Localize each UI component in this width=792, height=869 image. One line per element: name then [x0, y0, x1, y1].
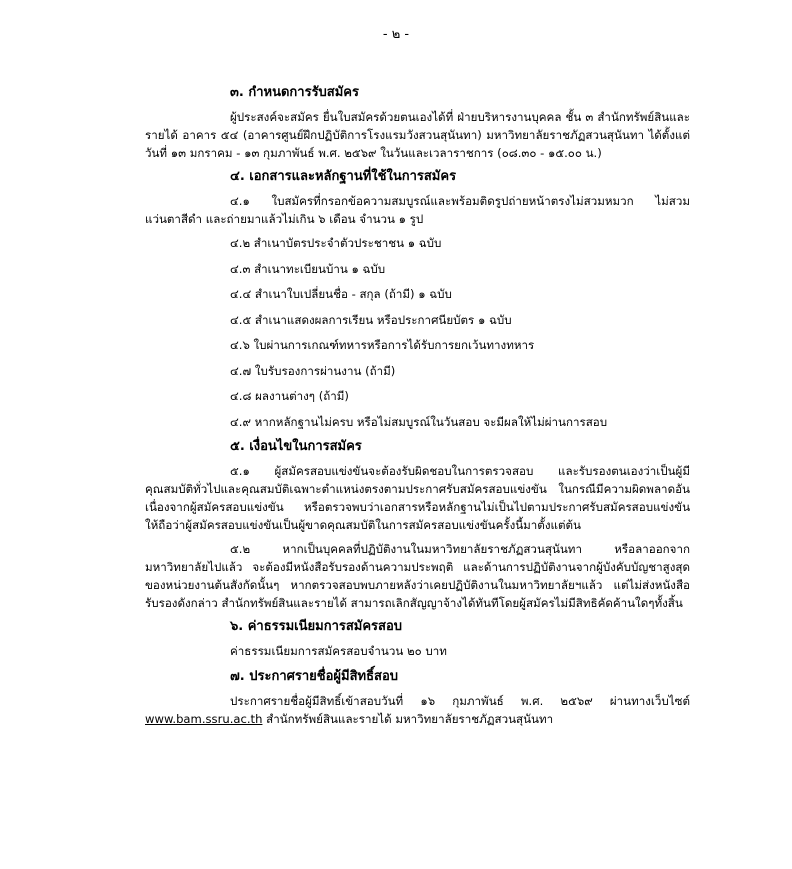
document-item-6: ๔.๖ ใบผ่านการเกณฑ์ทหารหรือการได้รับการยกเว้นทางทหาร — [230, 338, 535, 352]
condition-item-2: ๕.๒ หากเป็นบุคคลที่ปฏิบัติงานในมหาวิทยาลัยราชภัฏสวนสุนันทา หรือลาออกจากมหาวิทยาลัยไปแล้ว จะต้องมีหนังสือรับรองด้านความประพฤติ และด้านการปฏิบัติงานจากผู้บังคับบัญชาสูงสุดของหน่วยงานต้นสังกัดนั้นๆ หากตรวจสอบพบภายหลังว่าเคยปฏิบัติงานในมหาวิทยาลัยฯแล้ว แต่ไม่ส่งหนังสือรับรองดังกล่าว สำนักทรัพย์สินและรายได้ สามารถเลิกสัญญาจ้างได้ทันทีโดยผู้สมัครไม่มีสิทธิคัดค้านใดๆทั้งสิ้น — [145, 542, 690, 610]
document-item-9: ๔.๙ หากหลักฐานไม่ครบ หรือไม่สมบูรณ์ในวันสอบ จะมีผลให้ไม่ผ่านการสอบ — [230, 414, 608, 429]
candidate-list-text-before: ประกาศรายชื่อผู้มีสิทธิ์เข้าสอบวันที่ ๑๖ กุมภาพันธ์ พ.ศ. ๒๕๖๙ ผ่านทางเว็บไซต์ — [230, 693, 690, 708]
section-heading-fee: ๖. ค่าธรรมเนียมการสมัครสอบ — [230, 619, 403, 634]
document-item-8: ๔.๘ ผลงานต่างๆ (ถ้ามี) — [230, 389, 349, 403]
page-number: - ๒ - — [382, 27, 410, 42]
fee-text: ค่าธรรมเนียมการสมัครสอบจำนวน ๒๐ บาท — [230, 644, 447, 658]
document-item-1: ๔.๑ ใบสมัครที่กรอกข้อความสมบูรณ์และพร้อมติดรูปถ่ายหน้าตรงไม่สวมหมวก ไม่สวมแว่นตาสีดำ และถ่ายมาแล้วไม่เกิน ๖ เดือน จำนวน ๑ รูป — [145, 194, 690, 226]
document-item-7: ๔.๗ ใบรับรองการผ่านงาน (ถ้ามี) — [230, 363, 396, 378]
section-heading-application-schedule: ๓. กำหนดการรับสมัคร — [230, 85, 359, 100]
section-heading-candidate-list: ๗. ประกาศรายชื่อผู้มีสิทธิ์สอบ — [230, 668, 399, 684]
document-item-3: ๔.๓ สำเนาทะเบียนบ้าน ๑ ฉบับ — [230, 261, 386, 276]
section-heading-conditions: ๕. เงื่อนไขในการสมัคร — [230, 439, 362, 454]
website-link[interactable]: www.bam.ssru.ac.th — [145, 711, 263, 726]
candidate-list-text — [145, 692, 690, 728]
document-item-5: ๔.๕ สำเนาแสดงผลการเรียน หรือประกาศนียบัตร ๑ ฉบับ — [230, 312, 512, 327]
application-schedule-text: ผู้ประสงค์จะสมัคร ยื่นใบสมัครด้วยตนเองได้ที่ ฝ่ายบริหารงานบุคคล ชั้น ๓ สำนักทรัพย์สินและรายได้ อาคาร ๕๔ (อาคารศูนย์ฝึกปฏิบัติการโรงแรมวังสวนสุนันทา) มหาวิทยาลัยราชภัฏสวนสุนันทา ได้ตั้งแต่วันที่ ๑๓ มกราคม - ๑๓ กุมภาพันธ์ พ.ศ. ๒๕๖๙ ในวันและเวลาราชการ (๐๘.๓๐ - ๑๕.๐๐ น.) — [145, 110, 690, 160]
condition-item-1: ๕.๑ ผู้สมัครสอบแข่งขันจะต้องรับผิดชอบในการตรวจสอบ และรับรองตนเองว่าเป็นผู้มีคุณสมบัติทั่วไปและคุณสมบัติเฉพาะตำแหน่งตรงตามประกาศรับสมัครสอบแข่งขัน ในกรณีมีความผิดพลาดอันเนื่องจากผู้สมัครสอบแข่งขัน หรือตรวจพบว่าเอกสารหรือหลักฐานไม่เป็นไปตามประกาศรับสมัครสอบแข่งขัน ให้ถือว่าผู้สมัครสอบแข่งขันเป็นผู้ขาดคุณสมบัติในการสมัครสอบแข่งขันครั้งนี้มาตั้งแต่ต้น — [145, 464, 690, 532]
document-item-4: ๔.๔ สำเนาใบเปลี่ยนชื่อ - สกุล (ถ้ามี) ๑ ฉบับ — [230, 287, 452, 301]
document-item-2: ๔.๒ สำเนาบัตรประจำตัวประชาชน ๑ ฉบับ — [230, 236, 442, 250]
document-body — [145, 84, 690, 734]
candidate-list-text-after: สำนักทรัพย์สินและรายได้ มหาวิทยาลัยราชภัฏสวนสุนันทา — [262, 711, 554, 726]
section-heading-documents: ๔. เอกสารและหลักฐานที่ใช้ในการสมัคร — [230, 169, 457, 184]
